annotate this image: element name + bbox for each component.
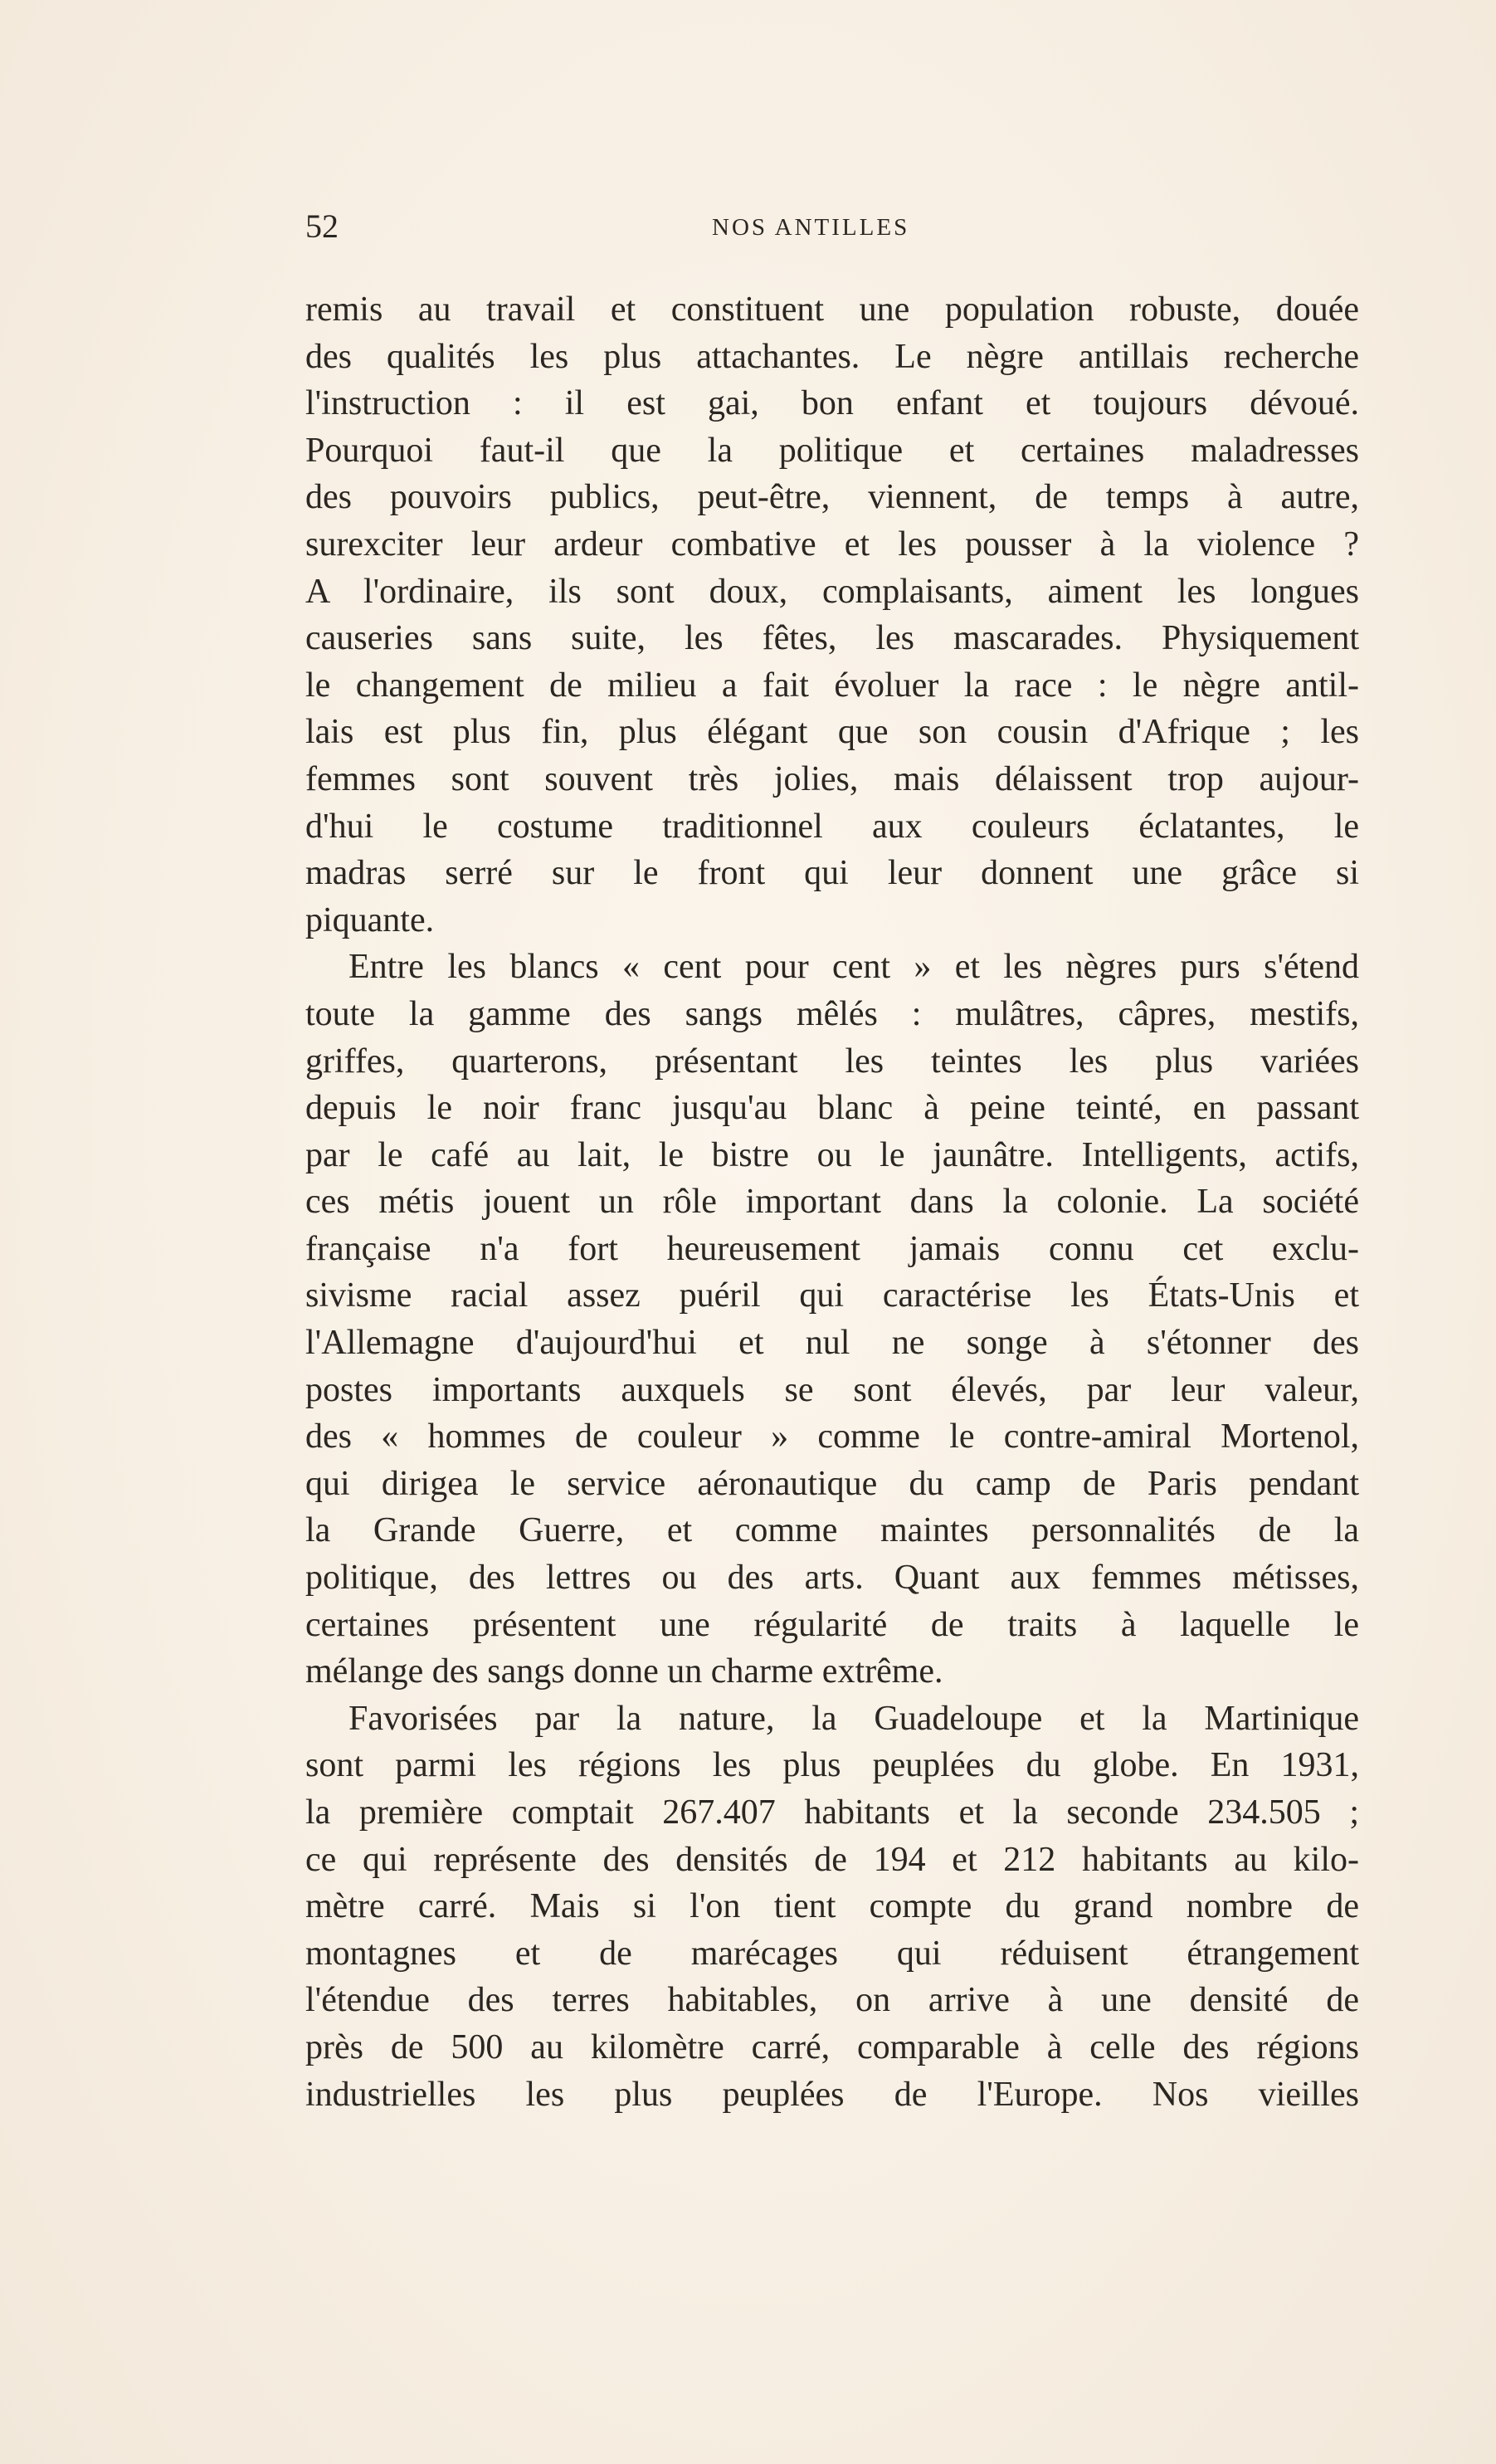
text-line: par le café au lait, le bistre ou le jaunâtre. Intelligents, actifs,	[305, 1135, 1359, 1174]
text-line: l'étendue des terres habitables, on arrive à une densité de	[305, 1981, 1359, 2020]
text-line: surexciter leur ardeur combative et les pousser à la violence ?	[305, 525, 1359, 564]
text-line: griffes, quarterons, présentant les teintes les plus variées	[305, 1042, 1359, 1081]
page-number: 52	[305, 207, 339, 245]
text-line: ces métis jouent un rôle important dans la colonie. La société	[305, 1183, 1359, 1222]
text-line: française n'a fort heureusement jamais connu cet exclu-	[305, 1229, 1359, 1268]
text-line: des qualités les plus attachantes. Le nègre antillais recherche	[305, 337, 1359, 376]
paragraph-end-line: piquante.	[305, 900, 435, 939]
text-line: causeries sans suite, les fêtes, les mascarades. Physiquement	[305, 619, 1359, 658]
text-line: sont parmi les régions les plus peuplées du globe. En 1931,	[305, 1746, 1359, 1785]
text-line: lais est plus fin, plus élégant que son cousin d'Afrique ; les	[305, 713, 1359, 752]
text-line: postes importants auxquels se sont élevés, par leur valeur,	[305, 1370, 1359, 1409]
text-line: le changement de milieu a fait évoluer la race : le nègre antil-	[305, 666, 1359, 705]
text-line: politique, des lettres ou des arts. Quant aux femmes métisses,	[305, 1559, 1359, 1598]
paragraph-start-line: Entre les blancs « cent pour cent » et les nègres purs s'étend	[348, 948, 1359, 987]
body-text	[305, 286, 1359, 2118]
text-line: remis au travail et constituent une population robuste, douée	[305, 290, 1359, 329]
text-line: mètre carré. Mais si l'on tient compte du grand nombre de	[305, 1887, 1359, 1926]
text-line: industrielles les plus peuplées de l'Europe. Nos vieilles	[305, 2075, 1359, 2114]
text-line: qui dirigea le service aéronautique du camp de Paris pendant	[305, 1464, 1359, 1503]
text-line: ce qui représente des densités de 194 et 212 habitants au kilo-	[305, 1840, 1359, 1879]
text-line: la première comptait 267.407 habitants et la seconde 234.505 ;	[305, 1793, 1359, 1832]
text-line: d'hui le costume traditionnel aux couleurs éclatantes, le	[305, 807, 1359, 846]
text-line: A l'ordinaire, ils sont doux, complaisants, aiment les longues	[305, 572, 1359, 611]
text-line: la Grande Guerre, et comme maintes personnalités de la	[305, 1511, 1359, 1550]
text-line: madras serré sur le front qui leur donnent une grâce si	[305, 854, 1359, 893]
text-line: sivisme racial assez puéril qui caractérise les États-Unis et	[305, 1276, 1359, 1315]
running-head	[305, 203, 1359, 250]
text-line: près de 500 au kilomètre carré, comparable à celle des régions	[305, 2027, 1359, 2066]
text-line: femmes sont souvent très jolies, mais délaissent trop aujour-	[305, 759, 1359, 798]
text-line: l'instruction : il est gai, bon enfant et toujours dévoué.	[305, 384, 1359, 423]
text-line: l'Allemagne d'aujourd'hui et nul ne songe à s'étonner des	[305, 1324, 1359, 1363]
paragraph-start-line: Favorisées par la nature, la Guadeloupe et la Martinique	[348, 1699, 1359, 1738]
text-line: des « hommes de couleur » comme le contre-amiral Mortenol,	[305, 1417, 1359, 1456]
text-line: depuis le noir franc jusqu'au blanc à peine teinté, en passant	[305, 1089, 1359, 1128]
text-line: Pourquoi faut-il que la politique et certaines maladresses	[305, 431, 1359, 470]
text-line: des pouvoirs publics, peut-être, viennent, de temps à autre,	[305, 478, 1359, 517]
paragraph-end-line: mélange des sangs donne un charme extrême.	[305, 1652, 943, 1691]
text-line: montagnes et de marécages qui réduisent étrangement	[305, 1934, 1359, 1973]
text-line: toute la gamme des sangs mêlés : mulâtres, câpres, mestifs,	[305, 994, 1359, 1033]
running-title: NOS ANTILLES	[712, 214, 910, 241]
text-line: certaines présentent une régularité de traits à laquelle le	[305, 1605, 1359, 1644]
